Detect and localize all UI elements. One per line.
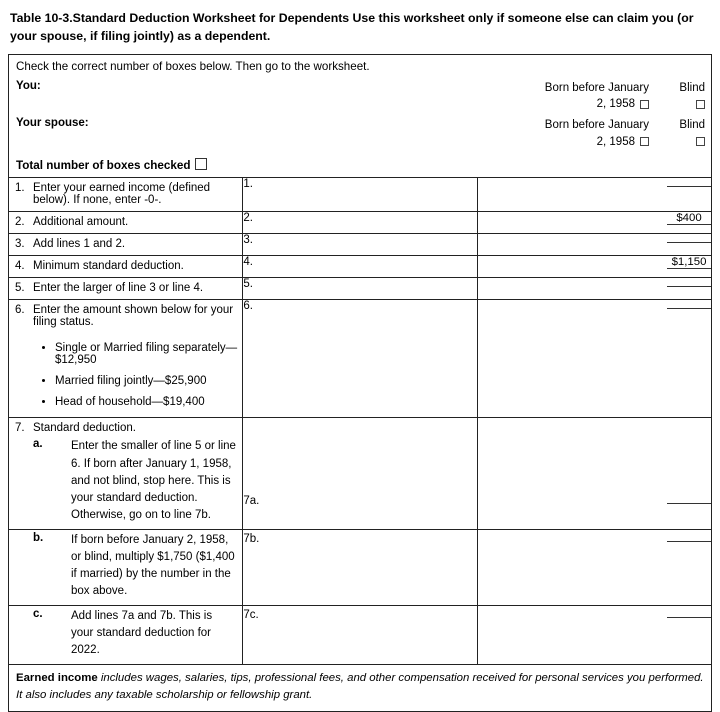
line-6-number: 6. [15, 304, 25, 317]
you-blind-checkbox-wrap [649, 96, 705, 113]
spouse-born-before-column [509, 117, 649, 150]
line-7b-amount-cell[interactable] [477, 529, 711, 605]
line-1-number: 1. [15, 182, 25, 195]
line-4-ref: 4. [243, 256, 477, 278]
you-born-before-line1: Born before January [544, 81, 649, 94]
line-7a-amount[interactable] [667, 503, 711, 504]
spouse-blind-label: Blind [679, 119, 705, 131]
line-3-amount-cell[interactable] [477, 234, 711, 256]
total-boxes-input[interactable] [195, 158, 207, 170]
you-blind-label: Blind [679, 81, 705, 94]
line-6-ref: 6. [243, 300, 477, 418]
line-1-amount-cell[interactable] [477, 178, 711, 212]
line-3-description-cell [9, 234, 243, 256]
line-6-amount[interactable] [667, 308, 711, 309]
line-7b-amount[interactable] [667, 541, 711, 542]
line-2-ref: 2. [243, 212, 477, 234]
line-6-amount-cell[interactable] [477, 300, 711, 418]
line-5-description-cell [9, 278, 243, 300]
list-item: • Married filing jointly—$25,900 [55, 375, 242, 387]
table-row [9, 234, 712, 256]
filing-status-list [9, 342, 242, 408]
table-row [9, 418, 712, 529]
total-boxes-label: Total number of boxes checked [16, 159, 191, 173]
line-4-number: 4. [15, 260, 25, 273]
worksheet-header-row [9, 54, 712, 178]
line-2-text: Additional amount. [33, 216, 129, 229]
footer-italic-text: includes wages, salaries, tips, professional fees, and other compensation received for personal services you performed. It also includes any taxable scholarship or fellowship grant. [16, 672, 704, 702]
table-row [9, 605, 712, 665]
line-3-ref: 3. [243, 234, 477, 256]
line-3-text: Add lines 1 and 2. [33, 238, 126, 251]
line-7a-ref: 7a. [243, 418, 477, 529]
earned-income-definition [9, 665, 711, 710]
footer-cell [9, 665, 712, 711]
worksheet-header-cell [9, 54, 712, 178]
table-row [9, 256, 712, 278]
line-7b-description-cell [9, 529, 243, 605]
spouse-blind-checkbox-wrap [649, 134, 705, 151]
total-boxes-row [9, 150, 711, 177]
line-6-text: Enter the amount shown below for your filing status. [33, 304, 234, 329]
line-2-amount[interactable]: $400 [667, 212, 711, 225]
line-7-number: 7. [15, 422, 25, 435]
you-blind-checkbox[interactable] [696, 100, 705, 109]
line-7a-amount-cell[interactable] [477, 418, 711, 529]
line-1-text: Enter your earned income (defined below). If none, enter -0-. [33, 182, 211, 207]
table-caption: Table 10-3.Standard Deduction Worksheet for Dependents Use this worksheet only if someone else can claim you (or your spouse, if filing jointly) as a dependent. [10, 11, 694, 43]
line-7c-amount-cell[interactable] [477, 605, 711, 665]
spouse-born-before-line1: Born before January [544, 119, 649, 131]
line-7c-letter: c. [33, 607, 43, 620]
line-7-title: Standard deduction. [33, 422, 136, 435]
line-2-amount-cell[interactable] [477, 212, 711, 234]
spouse-born-before-line2-wrap [509, 134, 649, 151]
line-7a-letter: a. [33, 438, 43, 451]
line-4-amount[interactable]: $1,150 [667, 256, 711, 269]
footer-bold-lead: Earned income [16, 672, 98, 685]
spouse-born-before-checkbox[interactable] [640, 137, 649, 146]
line-7a-row [9, 436, 242, 528]
table-row [9, 212, 712, 234]
you-born-before-column [509, 80, 649, 113]
spouse-born-before-line2: 2, 1958 [596, 135, 635, 148]
you-label: You: [16, 79, 41, 92]
line-5-number: 5. [15, 282, 25, 295]
you-born-before-checkbox[interactable] [640, 100, 649, 109]
line-5-ref: 5. [243, 278, 477, 300]
spouse-blind-checkbox[interactable] [696, 137, 705, 146]
line-7-description-cell [9, 418, 243, 529]
line-2-description-cell [9, 212, 243, 234]
line-4-text: Minimum standard deduction. [33, 260, 184, 273]
you-born-before-line2-wrap [509, 96, 649, 113]
line-1-ref: 1. [243, 178, 477, 212]
line-7c-amount[interactable] [667, 617, 711, 618]
line-5-amount-cell[interactable] [477, 278, 711, 300]
you-blind-column [649, 80, 705, 113]
line-7b-ref: 7b. [243, 529, 477, 605]
line-1-amount[interactable] [667, 186, 711, 187]
line-4-description-cell [9, 256, 243, 278]
standard-deduction-worksheet [8, 54, 712, 712]
spouse-blind-column [649, 117, 705, 150]
line-7b-letter: b. [33, 531, 44, 544]
table-row [9, 529, 712, 605]
header-instruction: Check the correct number of boxes below. Then go to the worksheet. [16, 59, 370, 73]
line-7c-row [9, 606, 242, 665]
you-born-before-line2: 2, 1958 [596, 98, 635, 111]
line-5-text: Enter the larger of line 3 or line 4. [33, 282, 204, 295]
line-7b-text: If born before January 2, 1958, or blind, multiply $1,750 ($1,400 if married) by the number in the box above. [71, 533, 235, 598]
line-7c-text: Add lines 7a and 7b. This is your standard deduction for 2022. [71, 609, 213, 657]
line-3-amount[interactable] [667, 242, 711, 243]
line-5-amount[interactable] [667, 286, 711, 287]
line-7a-text: Enter the smaller of line 5 or line 6. If born after January 1, 1958, and not blind, stop here. This is your standard deduction. Otherwise, go on to line 7b. [71, 440, 236, 522]
spouse-row [16, 113, 705, 150]
table-row [9, 178, 712, 212]
list-item: • Single or Married filing separately—$12,950 [55, 342, 242, 366]
line-6-description-cell [9, 300, 243, 418]
list-item: • Head of household—$19,400 [55, 396, 242, 408]
line-7c-ref: 7c. [243, 605, 477, 665]
table-row [9, 278, 712, 300]
line-3-number: 3. [15, 238, 25, 251]
line-2-number: 2. [15, 216, 25, 229]
line-1-description-cell [9, 178, 243, 212]
you-row [16, 76, 705, 113]
checkbox-grid [9, 76, 711, 151]
footer-row [9, 665, 712, 711]
spouse-label: Your spouse: [16, 117, 89, 129]
line-4-amount-cell[interactable] [477, 256, 711, 278]
line-7c-description-cell [9, 605, 243, 665]
table-row [9, 300, 712, 418]
line-7b-row [9, 530, 242, 605]
